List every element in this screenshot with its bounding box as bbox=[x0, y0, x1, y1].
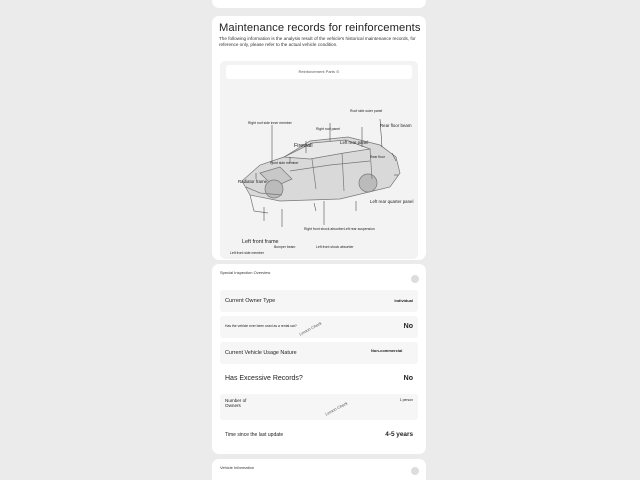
callout-bumper-beam: Bumper beam bbox=[274, 245, 296, 249]
callout-right-front-shock: Right front shock absorber bbox=[304, 227, 344, 231]
inspection-header: Special Inspection Overview bbox=[220, 270, 271, 275]
row-number-of-owners bbox=[220, 394, 418, 420]
watermark-stamp-1: Lemon Check bbox=[298, 320, 323, 337]
callout-left-rear-suspension: Left rear suspension bbox=[344, 227, 375, 231]
usage-nature-label: Current Vehicle Usage Nature bbox=[225, 350, 297, 356]
callout-left-rear-quarter: Left rear quarter panel bbox=[370, 199, 414, 204]
report-column bbox=[212, 0, 426, 480]
vehicle-info-collapse-icon[interactable] bbox=[411, 467, 419, 475]
row-owner-type bbox=[220, 290, 418, 312]
vehicle-info-header: Vehicle Information bbox=[220, 465, 255, 470]
owner-type-label: Current Owner Type bbox=[225, 298, 276, 304]
usage-nature-value: Non-commercial bbox=[371, 348, 403, 353]
special-inspection-card bbox=[212, 264, 426, 454]
maintenance-subtitle: The following information is the analysis result of the vehicle's historical maintenance records, for reference only, please refer to the actual vehicle condition. bbox=[219, 36, 416, 47]
watermark-stamp-2: Lemon Check bbox=[324, 400, 349, 417]
callout-roof-side-outer: Roof side outer panel bbox=[350, 109, 383, 113]
rental-history-value: No bbox=[403, 323, 413, 330]
callout-left-front-shock: Left front shock absorber bbox=[316, 245, 354, 249]
callout-right-roof-panel: Right roof panel bbox=[316, 127, 340, 131]
row-excessive-records bbox=[220, 368, 418, 390]
callout-left-front-frame: Left front frame bbox=[242, 239, 279, 245]
excessive-records-value: No bbox=[403, 375, 413, 382]
row-rental-history bbox=[220, 316, 418, 338]
row-usage-nature bbox=[220, 342, 418, 364]
last-update-value: 4-5 years bbox=[385, 431, 413, 438]
callout-firewall: Firewall bbox=[294, 143, 313, 149]
maintenance-records-card bbox=[212, 16, 426, 260]
previous-card-stub bbox=[212, 0, 426, 8]
callout-rear-floor-beam: Rear floor beam bbox=[380, 123, 412, 128]
rental-history-label: Has the vehicle ever been used as a rental car? bbox=[225, 324, 297, 328]
car-frame-diagram bbox=[220, 61, 418, 259]
callout-right-roof-side-inner: Right roof side inner member bbox=[248, 121, 292, 125]
callout-left-front-side-member: Left front side member bbox=[230, 251, 264, 255]
maintenance-title: Maintenance records for reinforcements bbox=[219, 22, 421, 34]
collapse-icon[interactable] bbox=[411, 275, 419, 283]
callout-radiator-frame: Radiator frame bbox=[238, 179, 268, 184]
last-update-label: Time since the last update bbox=[225, 432, 284, 438]
owner-type-value: Individual bbox=[394, 298, 413, 303]
number-of-owners-label: Number of Owners bbox=[225, 398, 247, 408]
callout-front-side-member: Front side member bbox=[270, 161, 299, 165]
reinforcement-legend[interactable]: Reinforcement Parts ⊙ bbox=[226, 65, 412, 79]
excessive-records-label: Has Excessive Records? bbox=[225, 375, 303, 382]
vehicle-information-card bbox=[212, 459, 426, 480]
number-of-owners-value: 1 person bbox=[399, 398, 413, 402]
callout-rear-floor: Rear floor bbox=[370, 155, 385, 159]
row-last-update bbox=[220, 424, 418, 446]
callout-left-rear-panel: Left rear panel bbox=[340, 140, 369, 145]
